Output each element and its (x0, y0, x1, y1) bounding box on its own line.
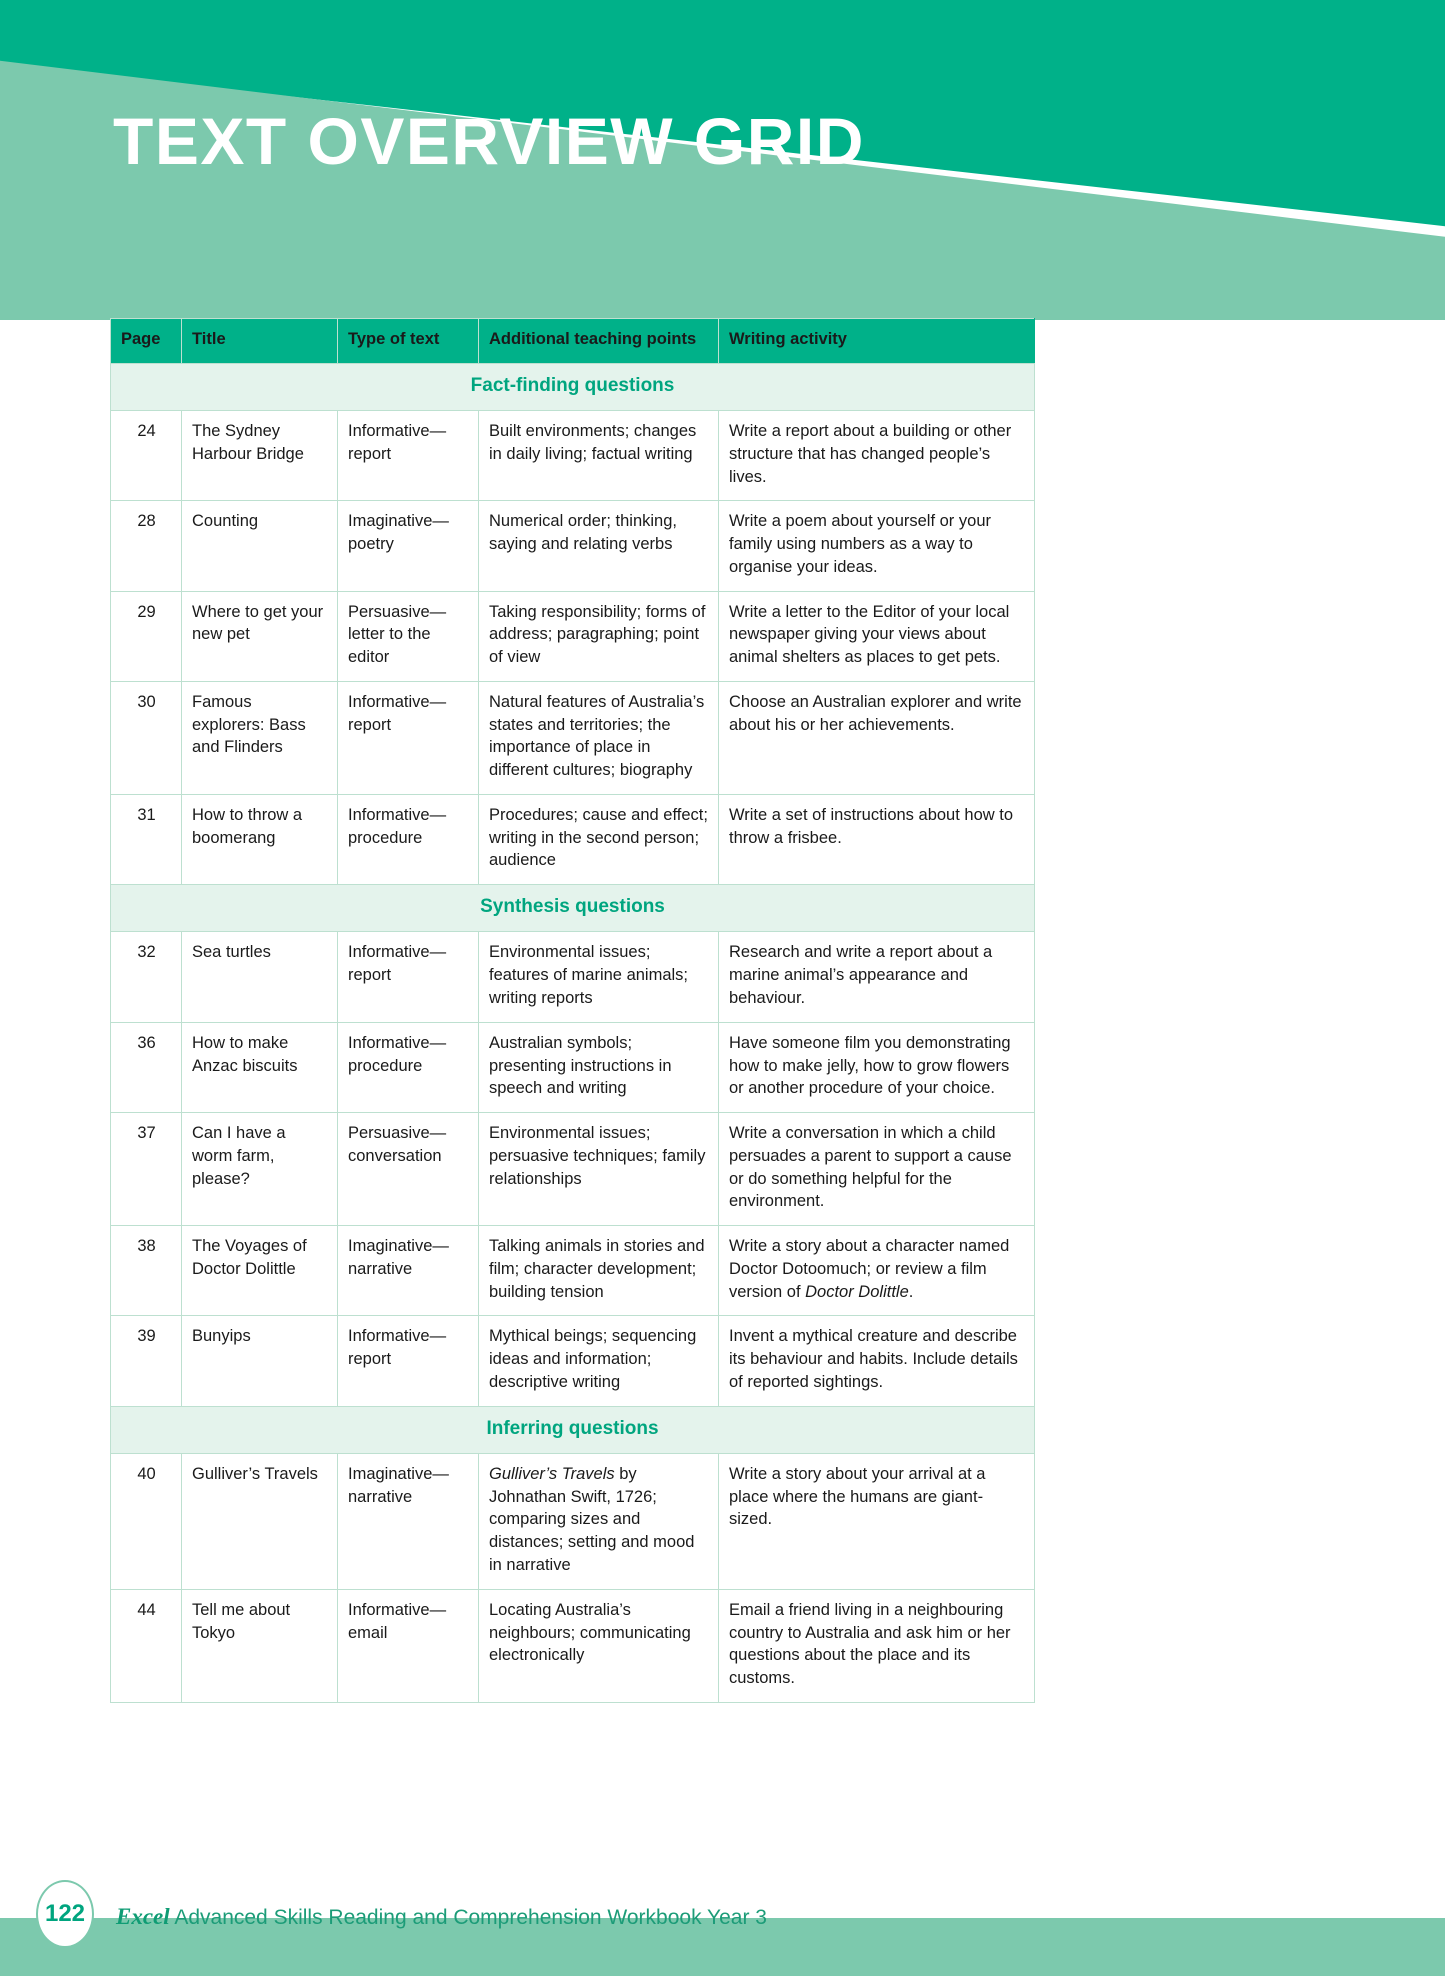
cell-type-of-text: Imaginative—poetry (338, 501, 479, 591)
cell-title: How to make Anzac biscuits (182, 1022, 338, 1112)
cell-type-of-text: Informative—procedure (338, 794, 479, 884)
cell-title: Bunyips (182, 1316, 338, 1406)
cell-additional-teaching-points: Taking responsibility; forms of address; paragraphing; point of view (479, 591, 719, 681)
table-row (111, 1453, 1035, 1589)
cell-page: 38 (111, 1226, 182, 1316)
cell-writing-activity: Write a conversation in which a child persuades a parent to support a cause or do something helpful for the environment. (719, 1113, 1035, 1226)
cell-additional-teaching-points: Built environments; changes in daily living; factual writing (479, 410, 719, 500)
cell-writing-activity: Write a story about your arrival at a place where the humans are giant-sized. (719, 1453, 1035, 1589)
cell-additional-teaching-points: Locating Australia’s neighbours; communicating electronically (479, 1589, 719, 1702)
cell-title: Famous explorers: Bass and Flinders (182, 681, 338, 794)
cell-additional-teaching-points: Environmental issues; persuasive techniques; family relationships (479, 1113, 719, 1226)
table-row (111, 1022, 1035, 1112)
table-row (111, 1316, 1035, 1406)
cell-writing-activity: Research and write a report about a marine animal’s appearance and behaviour. (719, 932, 1035, 1022)
cell-type-of-text: Informative—procedure (338, 1022, 479, 1112)
cell-type-of-text: Informative—email (338, 1589, 479, 1702)
cell-writing-activity: Invent a mythical creature and describe its behaviour and habits. Include details of reported sightings. (719, 1316, 1035, 1406)
table-row (111, 501, 1035, 591)
cell-writing-activity: Have someone film you demonstrating how to make jelly, how to grow flowers or another procedure of your choice. (719, 1022, 1035, 1112)
table-header (111, 319, 1035, 364)
cell-type-of-text: Informative—report (338, 410, 479, 500)
cell-additional-teaching-points: Mythical beings; sequencing ideas and information; descriptive writing (479, 1316, 719, 1406)
cell-page: 39 (111, 1316, 182, 1406)
italic-title-text: Doctor Dolittle (805, 1282, 909, 1301)
cell-additional-teaching-points: Natural features of Australia’s states and territories; the importance of place in different cultures; biography (479, 681, 719, 794)
cell-page: 31 (111, 794, 182, 884)
cell-type-of-text: Persuasive—conversation (338, 1113, 479, 1226)
column-header-type-of-text: Type of text (338, 319, 479, 364)
cell-writing-activity (719, 1226, 1035, 1316)
cell-writing-activity: Write a poem about yourself or your family using numbers as a way to organise your ideas. (719, 501, 1035, 591)
table-row (111, 410, 1035, 500)
cell-type-of-text: Persuasive—letter to the editor (338, 591, 479, 681)
cell-additional-teaching-points: Numerical order; thinking, saying and relating verbs (479, 501, 719, 591)
section-heading: Inferring questions (111, 1406, 1035, 1453)
cell-writing-activity: Choose an Australian explorer and write about his or her achievements. (719, 681, 1035, 794)
cell-page: 32 (111, 932, 182, 1022)
overview-table (110, 318, 1035, 1703)
cell-title: Counting (182, 501, 338, 591)
cell-type-of-text: Informative—report (338, 1316, 479, 1406)
cell-additional-teaching-points: Environmental issues; features of marine animals; writing reports (479, 932, 719, 1022)
cell-writing-activity: Write a set of instructions about how to throw a frisbee. (719, 794, 1035, 884)
cell-title: Where to get your new pet (182, 591, 338, 681)
column-header-page: Page (111, 319, 182, 364)
cell-title: Tell me about Tokyo (182, 1589, 338, 1702)
cell-title: The Sydney Harbour Bridge (182, 410, 338, 500)
table-row (111, 794, 1035, 884)
page-title: TEXT OVERVIEW GRID (113, 104, 865, 178)
table-row (111, 1113, 1035, 1226)
page-footer (0, 1864, 1445, 1976)
cell-title: The Voyages of Doctor Dolittle (182, 1226, 338, 1316)
cell-additional-teaching-points: Procedures; cause and effect; writing in the second person; audience (479, 794, 719, 884)
table-row (111, 1589, 1035, 1702)
column-header-title: Title (182, 319, 338, 364)
cell-type-of-text: Imaginative—narrative (338, 1226, 479, 1316)
table-body (111, 363, 1035, 1702)
cell-text: . (908, 1282, 914, 1301)
cell-page: 37 (111, 1113, 182, 1226)
table-row (111, 932, 1035, 1022)
text-overview-grid (110, 318, 1034, 1703)
cell-title: Gulliver’s Travels (182, 1453, 338, 1589)
column-header-additional-teaching-points: Additional teaching points (479, 319, 719, 364)
cell-additional-teaching-points: Talking animals in stories and film; character development; building tension (479, 1226, 719, 1316)
cell-page: 30 (111, 681, 182, 794)
section-heading: Synthesis questions (111, 885, 1035, 932)
cell-type-of-text: Imaginative—narrative (338, 1453, 479, 1589)
book-title-text: Advanced Skills Reading and Comprehension Workbook Year 3 (169, 1906, 767, 1929)
section-heading-row (111, 1406, 1035, 1453)
table-header-row (111, 319, 1035, 364)
section-heading-row (111, 363, 1035, 410)
cell-page: 36 (111, 1022, 182, 1112)
section-heading-row (111, 885, 1035, 932)
footer-book-title (116, 1904, 767, 1930)
cell-page: 24 (111, 410, 182, 500)
cell-writing-activity: Write a letter to the Editor of your local newspaper giving your views about animal shelters as places to get pets. (719, 591, 1035, 681)
table-row (111, 1226, 1035, 1316)
section-heading: Fact-finding questions (111, 363, 1035, 410)
cell-text: by Johnathan Swift, 1726; comparing sizes and distances; setting and mood in narrative (489, 1464, 695, 1574)
cell-additional-teaching-points (479, 1453, 719, 1589)
page-banner (0, 0, 1445, 320)
cell-type-of-text: Informative—report (338, 932, 479, 1022)
cell-title: How to throw a boomerang (182, 794, 338, 884)
page-number-badge: 122 (36, 1880, 94, 1948)
table-row (111, 591, 1035, 681)
cell-text: Write a story about a character named Doctor Dotoomuch; or review a film version of (729, 1237, 1010, 1301)
table-row (111, 681, 1035, 794)
brand-name: Excel (116, 1904, 170, 1929)
cell-page: 29 (111, 591, 182, 681)
cell-page: 28 (111, 501, 182, 591)
cell-page: 40 (111, 1453, 182, 1589)
cell-title: Sea turtles (182, 932, 338, 1022)
italic-title-text: Gulliver’s Travels (489, 1464, 615, 1483)
cell-page: 44 (111, 1589, 182, 1702)
column-header-writing-activity: Writing activity (719, 319, 1035, 364)
cell-writing-activity: Email a friend living in a neighbouring country to Australia and ask him or her questions about the place and its customs. (719, 1589, 1035, 1702)
cell-type-of-text: Informative—report (338, 681, 479, 794)
cell-writing-activity: Write a report about a building or other structure that has changed people’s lives. (719, 410, 1035, 500)
cell-additional-teaching-points: Australian symbols; presenting instructions in speech and writing (479, 1022, 719, 1112)
cell-title: Can I have a worm farm, please? (182, 1113, 338, 1226)
